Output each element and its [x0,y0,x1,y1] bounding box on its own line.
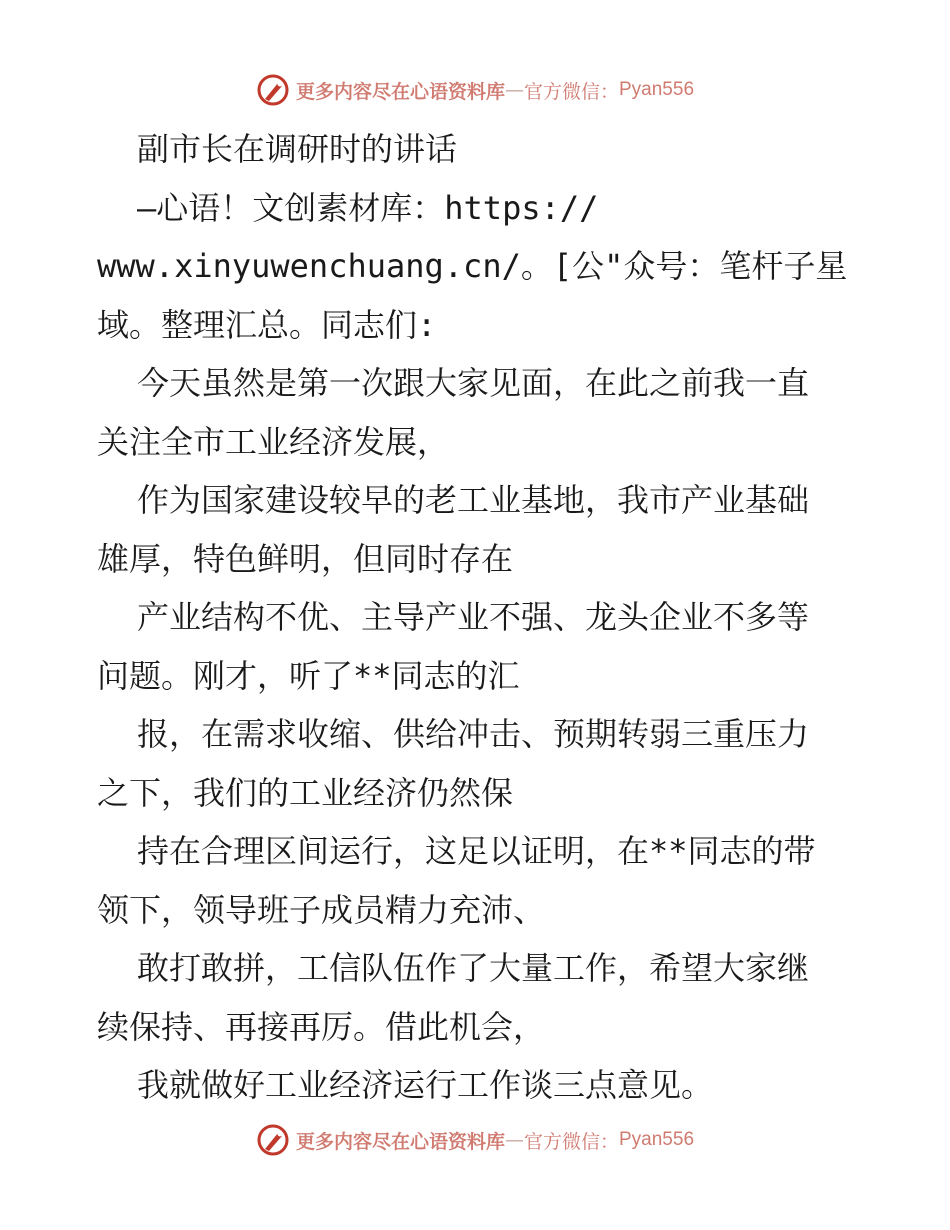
body-line: 关注全市工业经济发展， [97,422,450,461]
header-banner [0,70,950,110]
body-line: —心语！文创素材库：https:// [137,188,599,227]
banner-separator: — [504,79,524,101]
body-line: 问题。刚才，听了**同志的汇 [97,656,520,695]
body-line: 持在合理区间运行，这足以证明，在**同志的带 [137,832,816,870]
body-line: 作为国家建设较早的老工业基地，我市产业基础 [137,481,810,519]
banner-slogan: 更多内容尽在心语资料库 [295,1130,505,1153]
banner-wechat-label: 官方微信： [523,1130,619,1153]
body-line: 续保持、再接再厉。借此机会， [97,1007,546,1046]
body-line: 我就做好工业经济运行工作谈三点意见。 [137,1066,714,1104]
document-title: 副市长在调研时的讲话 [137,130,458,168]
body-line: 之下，我们的工业经济仍然保 [97,773,514,812]
body-line: 领下，领导班子成员精力充沛、 [97,890,546,929]
pen-nib-circle-icon [256,1123,290,1157]
body-line: 今天虽然是第一次跟大家见面，在此之前我一直 [137,364,810,402]
banner-wechat-id: Pyan556 [619,1129,695,1150]
banner-slogan: 更多内容尽在心语资料库 [295,80,505,103]
body-line: 产业结构不优、主导产业不强、龙头企业不多等 [137,598,810,636]
banner-wechat-label: 官方微信： [523,80,619,103]
body-line: www.xinyuwenchuang.cn/。[公"众号：笔杆子星 [97,247,848,285]
pen-nib-circle-icon [256,73,290,107]
footer-banner [0,1120,950,1160]
document-body [97,120,857,1115]
banner-separator: — [504,1129,524,1151]
body-line: 敢打敢拼，工信队伍作了大量工作，希望大家继 [137,949,810,987]
banner-wechat-id: Pyan556 [619,79,695,100]
body-line: 报，在需求收缩、供给冲击、预期转弱三重压力 [137,715,810,753]
body-line: 雄厚，特色鲜明，但同时存在 [97,539,514,578]
body-line: 域。整理汇总。同志们: [97,305,437,344]
